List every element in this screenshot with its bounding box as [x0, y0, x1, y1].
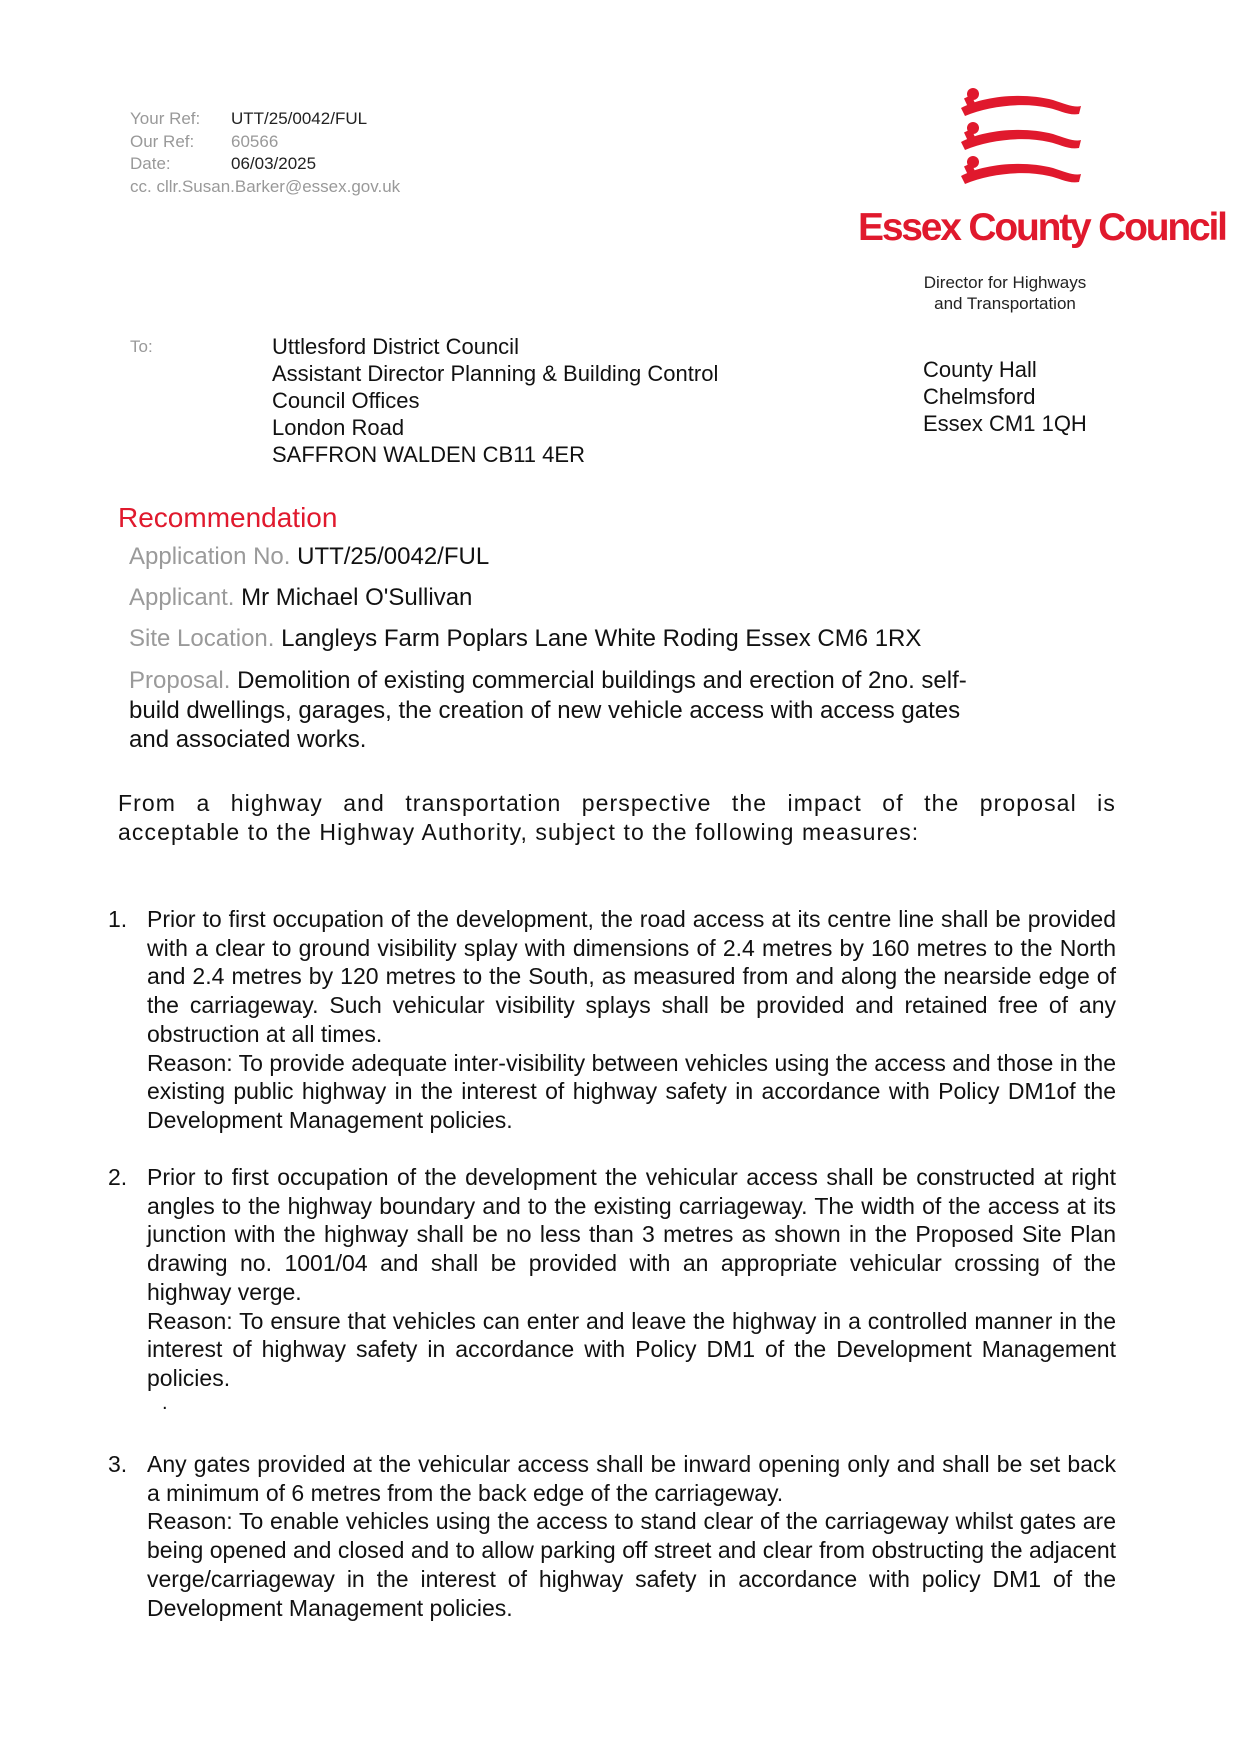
- address-line: Council Offices: [272, 388, 420, 413]
- intro-line: From a highway and transportation perspective the impact of the proposal is: [118, 790, 1116, 816]
- applicant-value: Mr Michael O'Sullivan: [241, 584, 473, 611]
- site-value: Langleys Farm Poplars Lane White Roding Essex CM6 1RX: [281, 625, 922, 652]
- applicant-label: Applicant.: [129, 584, 235, 611]
- cc-line: cc. cllr.Susan.Barker@essex.gov.uk: [130, 176, 401, 196]
- address-line: Assistant Director Planning & Building Control: [272, 361, 719, 386]
- date-value: 06/03/2025: [231, 154, 317, 173]
- condition-text: Any gates provided at the vehicular access shall be inward opening only and shall be set back a minimum of 6 metres from the back edge of the carriageway.: [147, 1451, 1116, 1506]
- condition-reason: Reason: To provide adequate inter-visibility between vehicles using the access and those in the existing public highway in the interest of highway safety in accordance with Policy DM1of the Development Management policies.: [147, 1049, 1116, 1133]
- condition-number: 1.: [108, 906, 128, 932]
- proposal-label: Proposal.: [129, 667, 231, 694]
- condition-item: [108, 905, 1116, 1135]
- condition-item: [108, 1450, 1116, 1622]
- logo-wordmark: Essex County Council: [858, 206, 1226, 249]
- recipient-address: [272, 333, 718, 468]
- your-ref-value: UTT/25/0042/FUL: [231, 109, 368, 128]
- site-location: [129, 624, 989, 653]
- site-label: Site Location.: [129, 625, 275, 652]
- address-line: London Road: [272, 415, 405, 440]
- address-line: Essex CM1 1QH: [923, 411, 1087, 436]
- intro-paragraph: [118, 789, 1116, 847]
- condition-text: Prior to first occupation of the development, the road access at its centre line shall be provided with a clear to ground visibility splay with dimensions of 2.4 metres by 160 metres to the North and 2.4 metres by 120 metres to the South, as measured from and along the nearside edge of the carriageway. Such vehicular visibility splays shall be provided and retained free of any obstruction at all times.: [147, 906, 1116, 1047]
- condition-item: [108, 1163, 1116, 1393]
- stray-dot: .: [162, 1392, 168, 1414]
- address-line: Chelmsford: [923, 384, 1036, 409]
- condition-reason: Reason: To enable vehicles using the access to stand clear of the carriageway whilst gates are being opened and closed and to allow parking off street and clear from obstructing the adjacent verge/carriageway in the interest of highway safety in accordance with policy DM1 of the Development Management policies.: [147, 1508, 1116, 1621]
- condition-number: 2.: [108, 1164, 128, 1190]
- application-number: [129, 542, 989, 571]
- application-label: Application No.: [129, 543, 291, 570]
- our-ref-row: [130, 131, 400, 154]
- our-ref-value: 60566: [231, 131, 279, 151]
- applicant: [129, 583, 989, 612]
- director-line: and Transportation: [934, 294, 1076, 313]
- your-ref-label: Your Ref:: [130, 109, 201, 128]
- address-line: County Hall: [923, 357, 1037, 382]
- address-line: SAFFRON WALDEN CB11 4ER: [272, 442, 585, 467]
- condition-reason: Reason: To ensure that vehicles can enter and leave the highway in a controlled manner in the interest of highway safety in accordance with Policy DM1 of the Development Management policies.: [147, 1307, 1116, 1391]
- proposal: [129, 666, 989, 755]
- your-ref-row: [130, 108, 400, 131]
- reference-block: [130, 108, 400, 198]
- recommendation-heading: Recommendation: [118, 502, 338, 533]
- seaxes-emblem-icon: [953, 86, 1088, 196]
- intro-line: acceptable to the Highway Authority, subject to the following measures:: [118, 819, 920, 845]
- proposal-value: Demolition of existing commercial buildings and erection of 2no. self-build dwellings, garages, the creation of new vehicle access with access gates and associated works.: [129, 667, 967, 753]
- our-ref-label: Our Ref:: [130, 131, 195, 151]
- date-label: Date:: [130, 154, 171, 173]
- essex-county-council-logo: [858, 80, 1238, 265]
- director-title: [880, 272, 1130, 314]
- date-row: [130, 153, 400, 176]
- director-line: Director for Highways: [923, 273, 1087, 292]
- to-label: To:: [130, 337, 153, 356]
- sender-address: [923, 356, 1087, 437]
- condition-text: Prior to first occupation of the development the vehicular access shall be constructed at right angles to the highway boundary and to the existing carriageway. The width of the access at its junction with the highway shall be no less than 3 metres as shown in the Proposed Site Plan drawing no. 1001/04 and shall be provided with an appropriate vehicular crossing of the highway verge.: [147, 1164, 1116, 1305]
- application-value: UTT/25/0042/FUL: [297, 543, 490, 570]
- address-line: Uttlesford District Council: [272, 334, 519, 359]
- condition-number: 3.: [108, 1451, 128, 1477]
